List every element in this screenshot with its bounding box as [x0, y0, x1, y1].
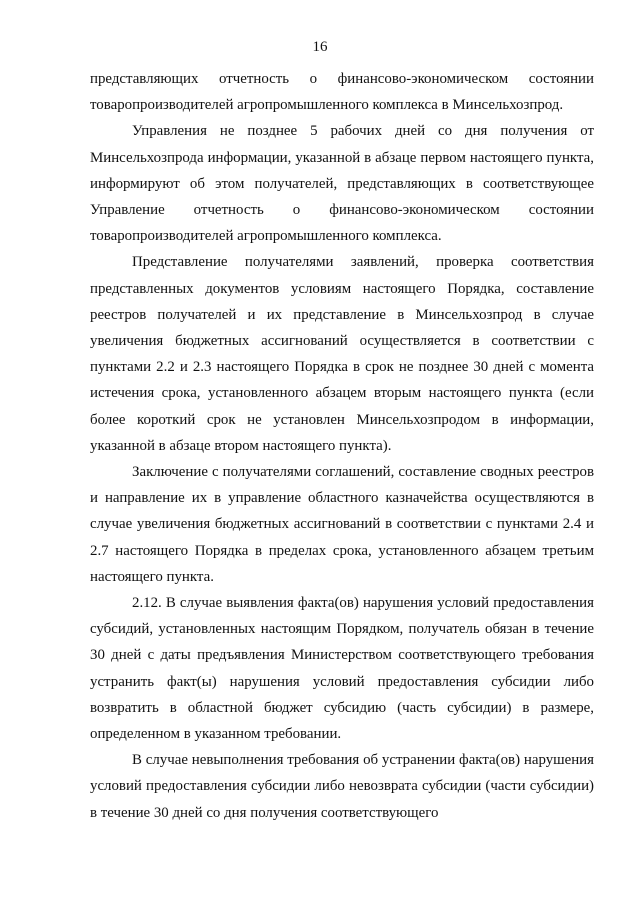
paragraph-continuation: представляющих отчетность о финансово-экономическом состоянии товаропроизводителей агропромышленного комплекса в Минсельхозпрод.: [90, 71, 594, 114]
paragraph-non-compliance: В случае невыполнения требования об устранении факта(ов) нарушения условий предоставления субсидии либо невозврата субсидии (части субсидии) в течение 30 дней со дня получения соответствующего: [90, 752, 594, 821]
page-number: 16: [312, 39, 328, 55]
paragraph-management-notice: Управления не позднее 5 рабочих дней со дня получения от Минсельхозпрода информации, указанной в абзаце первом настоящего пункта, информируют об этом получателей, представляющих в соответствующее Управление отчетность о финансово-экономическом состоянии товаропроизводителей агропромышленного комплекса.: [90, 123, 594, 245]
paragraph-clause-2-12: 2.12. В случае выявления факта(ов) нарушения условий предоставления субсидий, установленных настоящим Порядком, получатель обязан в течение 30 дней с даты предъявления Министерством соответствующего требования устранить факт(ы) нарушения условий предоставления субсидии либо возвратить в областной бюджет субсидию (часть субсидии) в размере, определенном в указанном требовании.: [90, 595, 594, 743]
paragraph-applications-submission: Представление получателями заявлений, проверка соответствия представленных документов условиям настоящего Порядка, составление реестров получателей и их представление в Минсельхозпрод в случае увеличения бюджетных ассигнований осуществляется в соответствии с пунктами 2.2 и 2.3 настоящего Порядка в срок не позднее 30 дней с момента истечения срока, установленного абзацем вторым настоящего пункта (если более короткий срок не установлен Минсельхозпродом в информации, указанной в абзаце втором настоящего пункта).: [90, 254, 594, 454]
document-body: [90, 66, 594, 826]
paragraph-agreements-conclusion: Заключение с получателями соглашений, составление сводных реестров и направление их в управление областного казначейства осуществляются в случае увеличения бюджетных ассигнований в соответствии с пунктами 2.4 и 2.7 настоящего Порядка в пределах срока, установленного абзацем третьим настоящего пункта.: [90, 464, 594, 585]
